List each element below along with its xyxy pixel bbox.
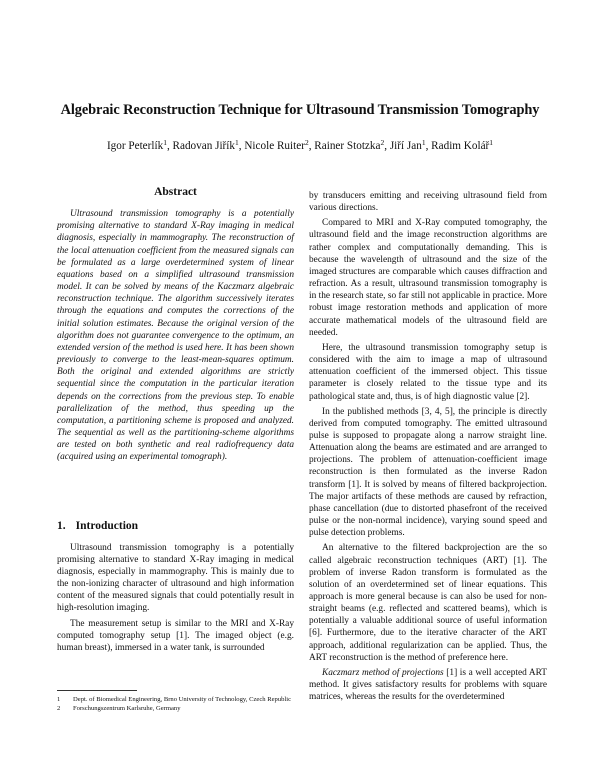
paragraph: In the published methods [3, 4, 5], the principle is directly derived from computed tomography. The emitted ultrasound pulse is supposed to propagate along a narrow straight line. Attenuation along the beams are estimated and are arranged to projections. The problem of attenuation-coefficient image reconstruction is then formulated as the inverse Radon transform [1]. It is solved by means of filtered backprojection. The major artifacts of these methods are caused by refraction, phase cancellation (due to distorted phasefront of the received pulse or the non-normal incidence), varying sound speed and pulse detection problems. [309, 406, 547, 539]
author-affiliation: 1 [421, 138, 426, 147]
footnote-text: Forschungszentrum Karlsruhe, Germany [73, 705, 181, 712]
footnote [57, 695, 294, 704]
author-name: Radovan Jiřík [172, 140, 235, 152]
footnotes [57, 695, 294, 713]
right-column [309, 190, 547, 706]
paragraph [309, 667, 547, 703]
author-list: Igor Peterlík$^1$, Radovan Jiřík$^1$, Nicole Ruiter$^2$, Rainer Stotzka$^2$, Jiří Jan$^1$, Radim Kolář$^1$ [106, 138, 494, 152]
section-heading [57, 520, 294, 532]
author-name: Jiří Jan [389, 140, 422, 152]
author-name: Radim Kolář [431, 140, 490, 152]
section-title: Introduction [75, 520, 139, 533]
footnote [57, 704, 294, 713]
author-name: Nicole Ruiter [244, 140, 305, 152]
author-name: Rainer Stotzka [314, 140, 381, 152]
author-affiliation: 2 [380, 138, 385, 147]
footnote-rule [57, 690, 137, 691]
author-affiliation: 2 [304, 138, 309, 147]
paragraph: Ultrasound transmission tomography is a potentially promising alternative to standard X-Ray imaging in medical diagnosis, especially in mammography. This is mainly due to the non-ionizing character of ultrasound and high information content of the measured signals that could potentially result in high-resolution imaging. [57, 542, 294, 614]
paper-title: Algebraic Reconstruction Technique for Ultrasound Transmission Tomography [60, 102, 540, 118]
paragraph: Here, the ultrasound transmission tomography setup is considered with the aim to image a map of ultrasound attenuation coefficient of the immersed object. This tissue parameter is closely related to the tissue type and its pathological state and, thus, is of high diagnostic value [2]. [309, 342, 547, 402]
emphasized-term: Kaczmarz method of projections [322, 667, 444, 678]
left-column [57, 186, 294, 657]
author-affiliation: 1 [489, 138, 494, 147]
paragraph: by transducers emitting and receiving ultrasound field from various directions. [309, 191, 547, 214]
paragraph: An alternative to the filtered backprojection are the so called algebraic reconstruction techniques (ART) [1]. The problem of inverse Radon transform is formulated as the solution of an overdetermined set of linear equations. This approach is more general because is can also be used for non-straight beams (e.g. reflected and scattered beams), which is potentially a valuable additional source of useful information [6]. Furthermore, due to the iterative character of the ART approach, additional regularization can be applied. Thus, the ART reconstruction is the method of preference here. [309, 543, 547, 663]
paragraph: The measurement setup is similar to the MRI and X-Ray computed tomography setup [1]. The imaged object (e.g. human breast), immersed in a water tank, is surrounded [57, 618, 294, 653]
abstract-heading: Abstract [154, 186, 197, 198]
author-affiliation: 1 [163, 138, 167, 147]
author-name: Igor Peterlík [106, 140, 164, 152]
paragraph-text: [1] is a well accepted ART method. It gives satisfactory results for problems with square matrices, whereas the results for the overdetermined [309, 667, 547, 703]
paragraph: Compared to MRI and X-Ray computed tomography, the ultrasound field and the image reconstruction algorithms are rather complex and computationally demanding. This is because the wavelength of ultrasound and the size of the imaged structures are comparable which causes diffraction and refraction. As a result, ultrasound transmission tomography is in the research state, so far still not applicable in practice. More robust image restoration methods and application of more accurate mathematical models of the ultrasound field are needed. [309, 218, 547, 338]
section-number: 1. [57, 520, 66, 533]
author-affiliation: 1 [235, 138, 239, 147]
abstract-text: Ultrasound transmission tomography is a potentially promising alternative to standard X-Ray imaging in medical diagnosis, especially in mammography. The reconstruction of the local attenuation coefficient from the measured signals can be formulated as a large overdetermined system of linear equations based on a simplified ultrasound transmission model. It can be solved by means of the Kaczmarz algebraic reconstruction technique. The algorithm successively iterates through the equations and computes the corrections of the initial solution estimates. Because the original version of the algorithm does not guarantee convergence to the optimum, an extended version of the method is used here. It has been shown previously to converge to the least-mean-squares optimum. Both the original and extended algorithms are strictly sequential since the computation in the particular iteration depends on the corrections from the previous step. To enable parallelization of the method, thus speeding up the computation, a partitioning scheme is proposed and analyzed. The sequential as well as the partitioning-scheme algorithms are tested on both synthetic and real radiofrequency data (acquired using an experimental tomograph). [57, 209, 294, 463]
footnote-mark: 1 [57, 696, 61, 703]
footnote-text: Dept. of Biomedical Engineering, Brno University of Technology, Czech Republic [73, 696, 291, 703]
footnote-mark: 2 [57, 705, 61, 712]
